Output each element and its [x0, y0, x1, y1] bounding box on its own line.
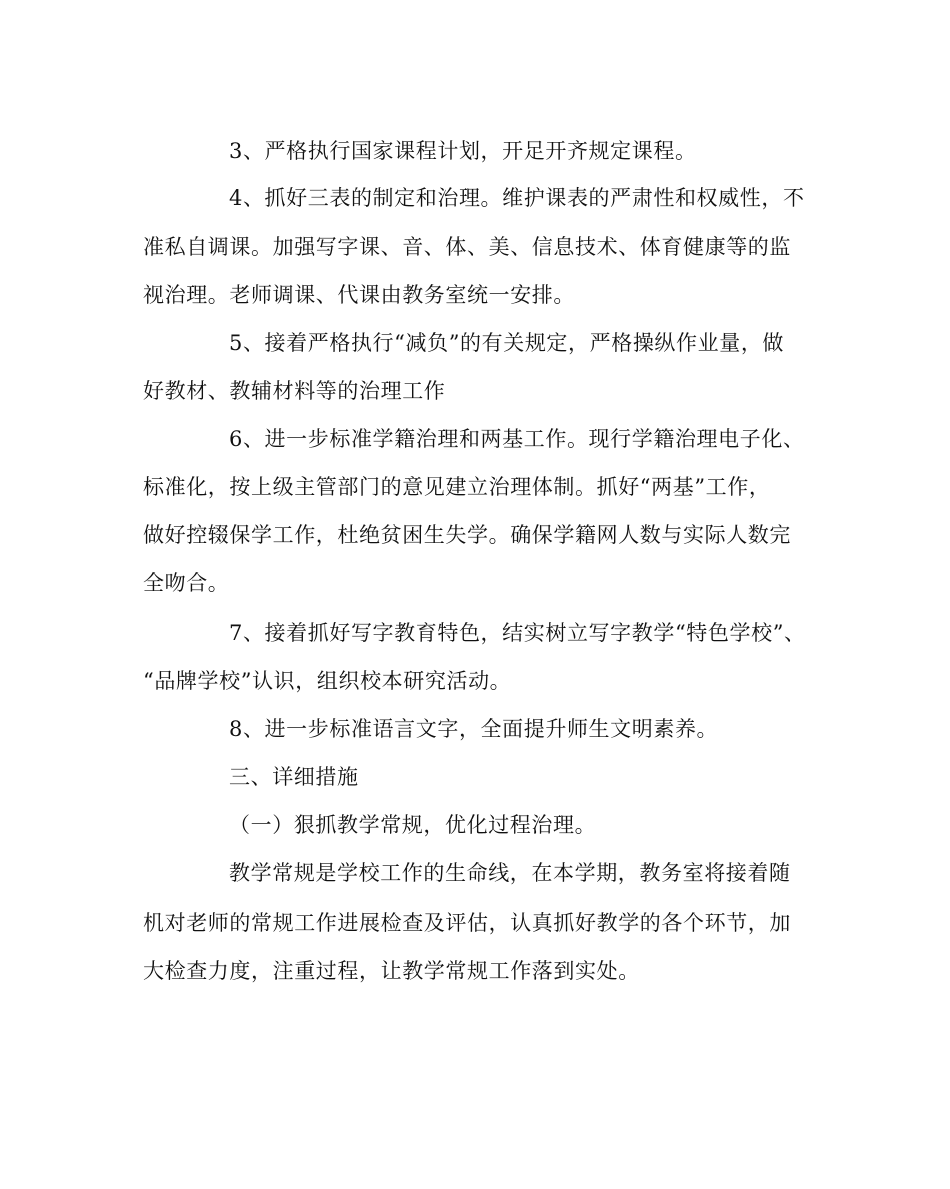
text-line: 7、接着抓好写字教育特色，结实树立写字教学“特色学校”、	[229, 621, 806, 645]
text-line: 机对老师的常规工作进展检查及评估，认真抓好教学的各个环节，加	[143, 911, 791, 935]
text-line: 标准化，按上级主管部门的意见建立治理体制。抓好“两基”工作，	[143, 475, 771, 499]
text-line: 准私自调课。加强写字课、音、体、美、信息技术、体育健康等的监	[143, 235, 791, 259]
text-line: 视治理。老师调课、代课由教务室统一安排。	[143, 283, 575, 307]
text-line: 3、严格执行国家课程计划，开足开齐规定课程。	[229, 139, 697, 163]
text-line: 8、进一步标准语言文字，全面提升师生文明素养。	[229, 717, 719, 741]
text-line: 好教材、教辅材料等的治理工作	[143, 379, 446, 403]
text-line: 做好控辍保学工作，杜绝贫困生失学。确保学籍网人数与实际人数完	[143, 523, 791, 547]
text-line: 6、进一步标准学籍治理和两基工作。现行学籍治理电子化、	[229, 427, 805, 451]
subsection-heading: （一）狠抓教学常规，优化过程治理。	[229, 813, 597, 837]
text-line: “品牌学校”认识，组织校本研究活动。	[143, 669, 512, 693]
section-heading: 三、详细措施	[229, 765, 359, 789]
text-line: 4、抓好三表的制定和治理。维护课表的严肃性和权威性，不	[229, 186, 805, 210]
text-line: 5、接着严格执行“减负”的有关规定，严格操纵作业量，做	[229, 331, 785, 355]
text-line: 大检查力度，注重过程，让教学常规工作落到实处。	[143, 959, 640, 983]
text-line: 教学常规是学校工作的生命线，在本学期，教务室将接着随	[229, 861, 791, 885]
text-line: 全吻合。	[143, 571, 230, 595]
